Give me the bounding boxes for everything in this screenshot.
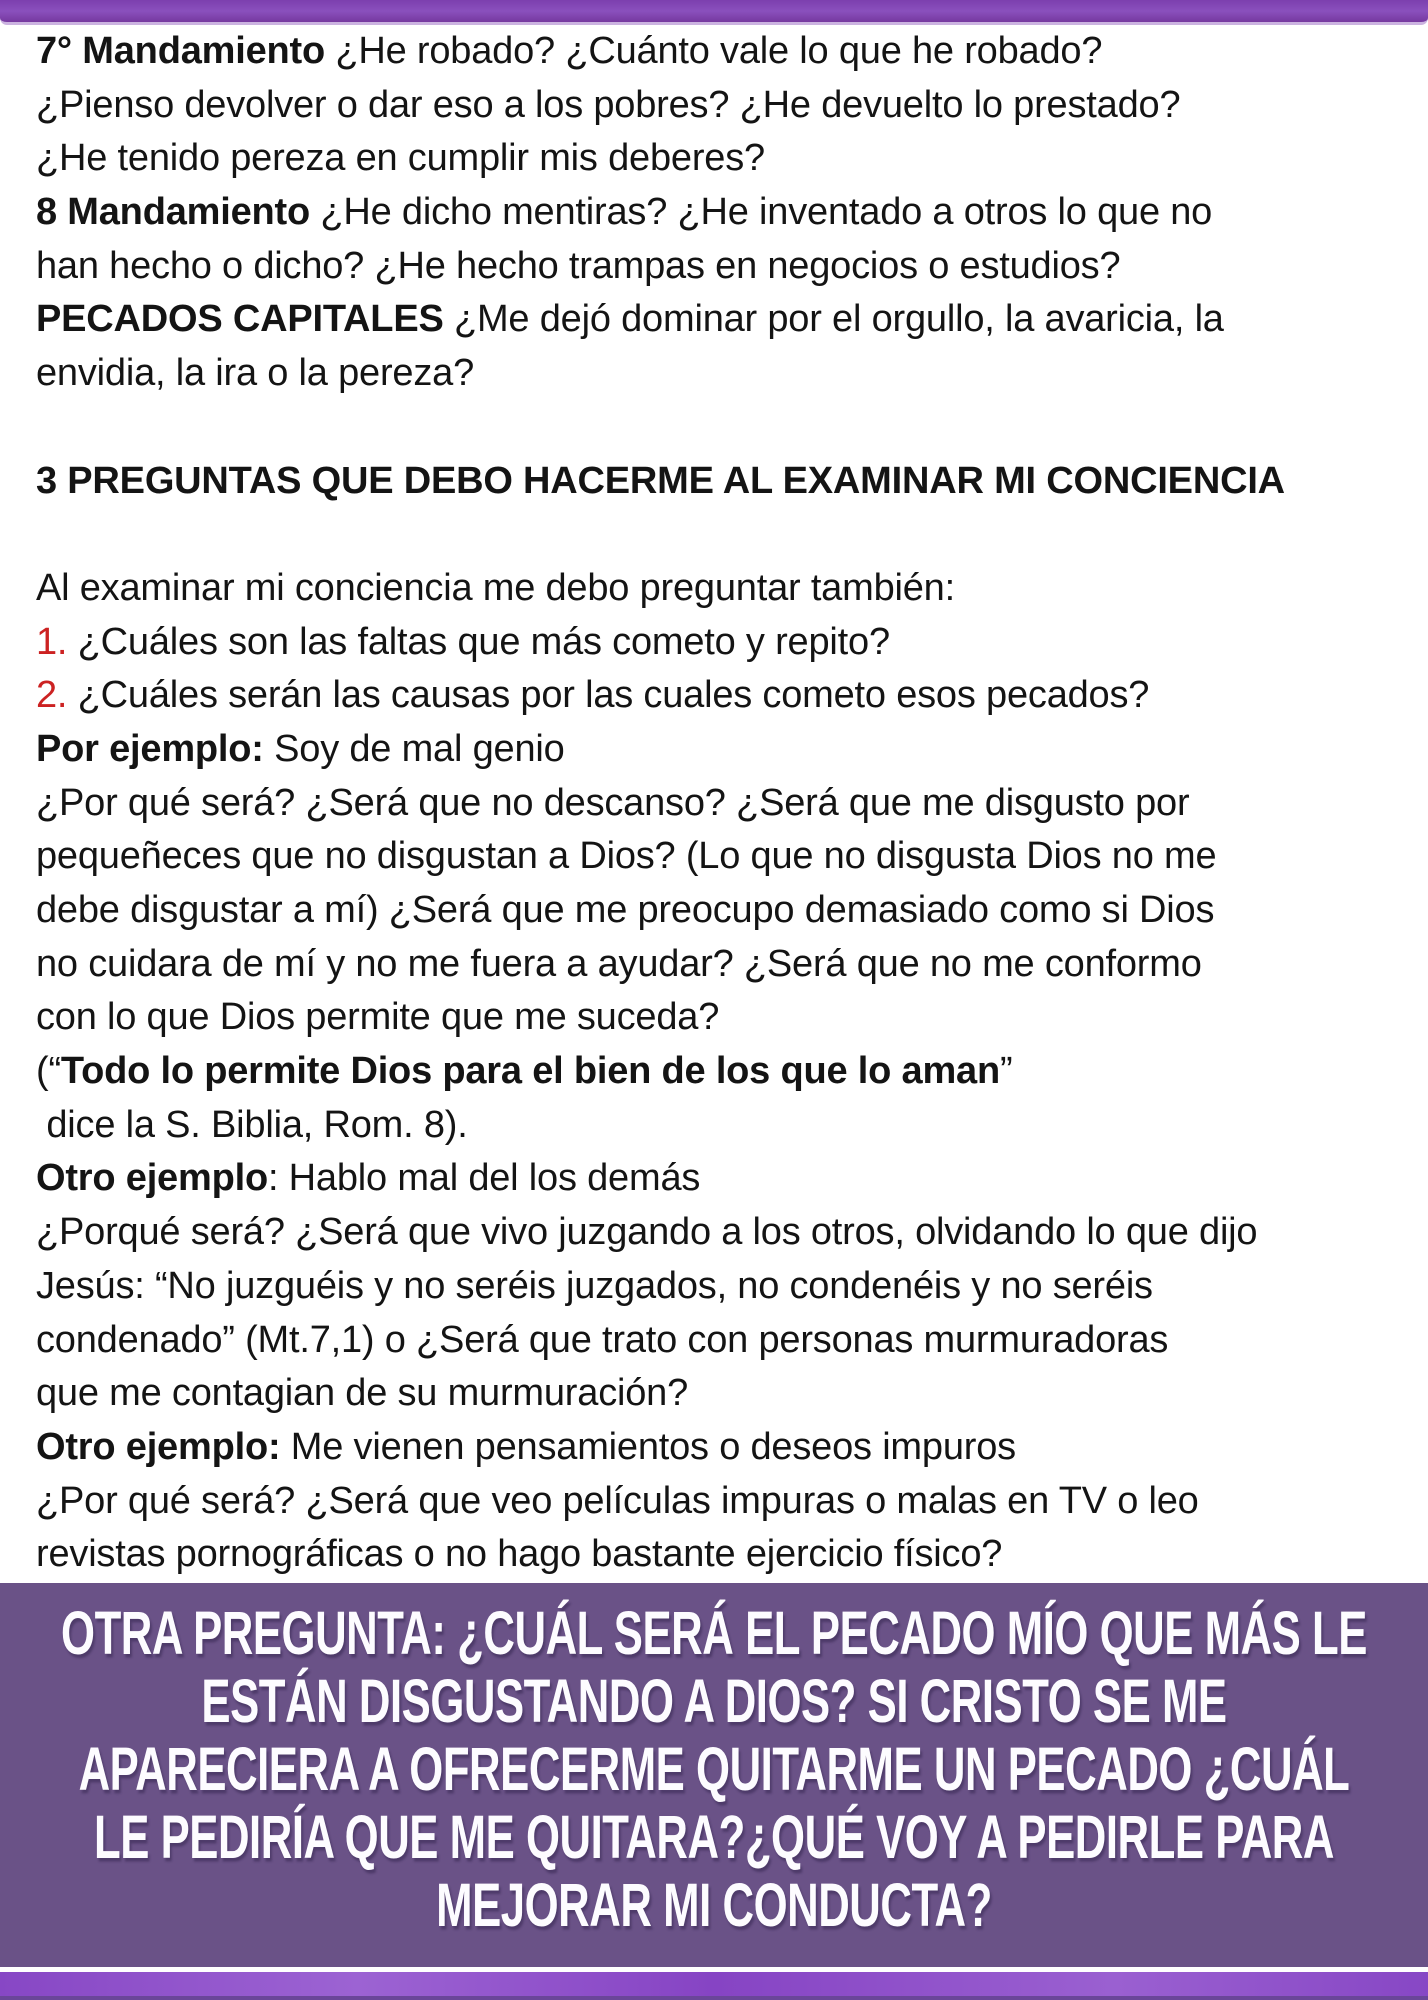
text-line [36, 669, 1410, 723]
text-line [36, 401, 1410, 455]
text-segment: ¿Por qué será? ¿Será que veo películas impuras o malas en TV o leo [36, 1479, 1199, 1522]
text-line [36, 1206, 1410, 1260]
text-segment: que me contagian de su murmuración? [36, 1372, 689, 1415]
text-line [36, 186, 1410, 240]
text-segment: ” [999, 1050, 1013, 1093]
text-segment: ¿He robado? ¿Cuánto vale lo que he robado? [335, 30, 1103, 72]
text-segment: (“ [36, 1050, 61, 1093]
text-segment: 3 PREGUNTAS QUE DEBO HACERME AL EXAMINAR MI CONCIENCIA [36, 459, 1285, 502]
text-segment: ¿He tenido pereza en cumplir mis deberes? [36, 137, 765, 180]
text-line [36, 1260, 1410, 1314]
bottom-decorative-bar [0, 1972, 1428, 2000]
text-segment: Por ejemplo: [36, 727, 275, 770]
text-segment: envidia, la ira o la pereza? [36, 352, 475, 395]
banner-line: OTRA PREGUNTA: ¿CUÁL SERÁ EL PECADO MÍO QUE MÁS LE [61, 1597, 1367, 1667]
text-segment: 1. [36, 620, 68, 663]
text-line [36, 25, 1410, 79]
text-segment: Otro ejemplo: [36, 1425, 291, 1468]
text-segment: ¿Porqué será? ¿Será que vivo juzgando a los otros, olvidando lo que dijo [36, 1211, 1258, 1254]
text-line [36, 991, 1410, 1045]
text-segment: Al examinar mi conciencia me debo preguntar también: [36, 566, 955, 609]
text-line [36, 616, 1410, 670]
text-line [36, 938, 1410, 992]
text-line [36, 1045, 1410, 1099]
text-segment: PECADOS CAPITALES [36, 298, 454, 341]
text-line [36, 1152, 1410, 1206]
text-segment: han hecho o dicho? ¿He hecho trampas en negocios o estudios? [36, 244, 1121, 287]
text-segment: 7° Mandamiento [36, 30, 336, 72]
banner-line: MEJORAR MI CONDUCTA? [436, 1869, 992, 1939]
text-line [36, 777, 1410, 831]
text-line [36, 1528, 1410, 1582]
text-line [36, 1421, 1410, 1475]
text-segment: con lo que Dios permite que me suceda? [36, 996, 720, 1039]
text-segment: 8 Mandamiento [36, 191, 321, 234]
text-line [36, 455, 1410, 509]
text-line [36, 884, 1410, 938]
body-text [36, 25, 1410, 1582]
text-segment: Otro ejemplo [36, 1157, 268, 1200]
text-segment: ¿Por qué será? ¿Será que no descanso? ¿Será que me disgusto por [36, 781, 1190, 824]
text-line [36, 508, 1410, 562]
text-segment: 2. [36, 674, 68, 717]
text-line [36, 723, 1410, 777]
footer-banner [0, 1583, 1428, 1967]
text-line [36, 79, 1410, 133]
text-segment: : Hablo mal del los demás [267, 1157, 701, 1200]
text-line [36, 347, 1410, 401]
text-line [36, 1475, 1410, 1529]
text-line [36, 1099, 1410, 1153]
text-segment: Jesús: “No juzguéis y no seréis juzgados, no condenéis y no seréis [36, 1264, 1153, 1307]
text-line [36, 1367, 1410, 1421]
text-segment: ¿Me dejó dominar por el orgullo, la avaricia, la [453, 298, 1224, 341]
text-segment: ¿Cuáles son las faltas que más cometo y repito? [67, 620, 890, 663]
text-segment: ¿He dicho mentiras? ¿He inventado a otros lo que no [320, 191, 1213, 234]
banner-line: LE PEDIRÍA QUE ME QUITARA?¿QUÉ VOY A PEDIRLE PARA [93, 1801, 1335, 1871]
text-line [36, 293, 1410, 347]
top-decorative-bar [0, 0, 1428, 25]
text-segment: Me vienen pensamientos o deseos impuros [290, 1425, 1016, 1468]
banner-line: ESTÁN DISGUSTANDO A DIOS? SI CRISTO SE ME [201, 1665, 1227, 1735]
text-segment: no cuidara de mí y no me fuera a ayudar? ¿Será que no me conformo [36, 942, 1202, 985]
text-line [36, 562, 1410, 616]
text-segment: revistas pornográficas o no hago bastante ejercicio físico? [36, 1533, 1003, 1576]
text-line [36, 1314, 1410, 1368]
text-segment: pequeñeces que no disgustan a Dios? (Lo que no disgusta Dios no me [36, 835, 1217, 878]
banner-line: APARECIERA A OFRECERME QUITARME UN PECADO ¿CUÁL [78, 1733, 1350, 1803]
text-line [36, 240, 1410, 294]
text-segment: ¿Cuáles serán las causas por las cuales cometo esos pecados? [67, 674, 1150, 717]
text-line [36, 132, 1410, 186]
text-segment: condenado” (Mt.7,1) o ¿Será que trato con personas murmuradoras [36, 1318, 1169, 1361]
text-segment: ¿Pienso devolver o dar eso a los pobres? ¿He devuelto lo prestado? [36, 83, 1181, 126]
text-segment: dice la S. Biblia, Rom. 8). [36, 1103, 468, 1146]
text-segment: debe disgustar a mí) ¿Será que me preocupo demasiado como si Dios [36, 889, 1215, 931]
text-line [36, 830, 1410, 884]
text-segment: Soy de mal genio [274, 727, 565, 770]
text-segment: Todo lo permite Dios para el bien de los que lo aman [60, 1050, 1000, 1093]
